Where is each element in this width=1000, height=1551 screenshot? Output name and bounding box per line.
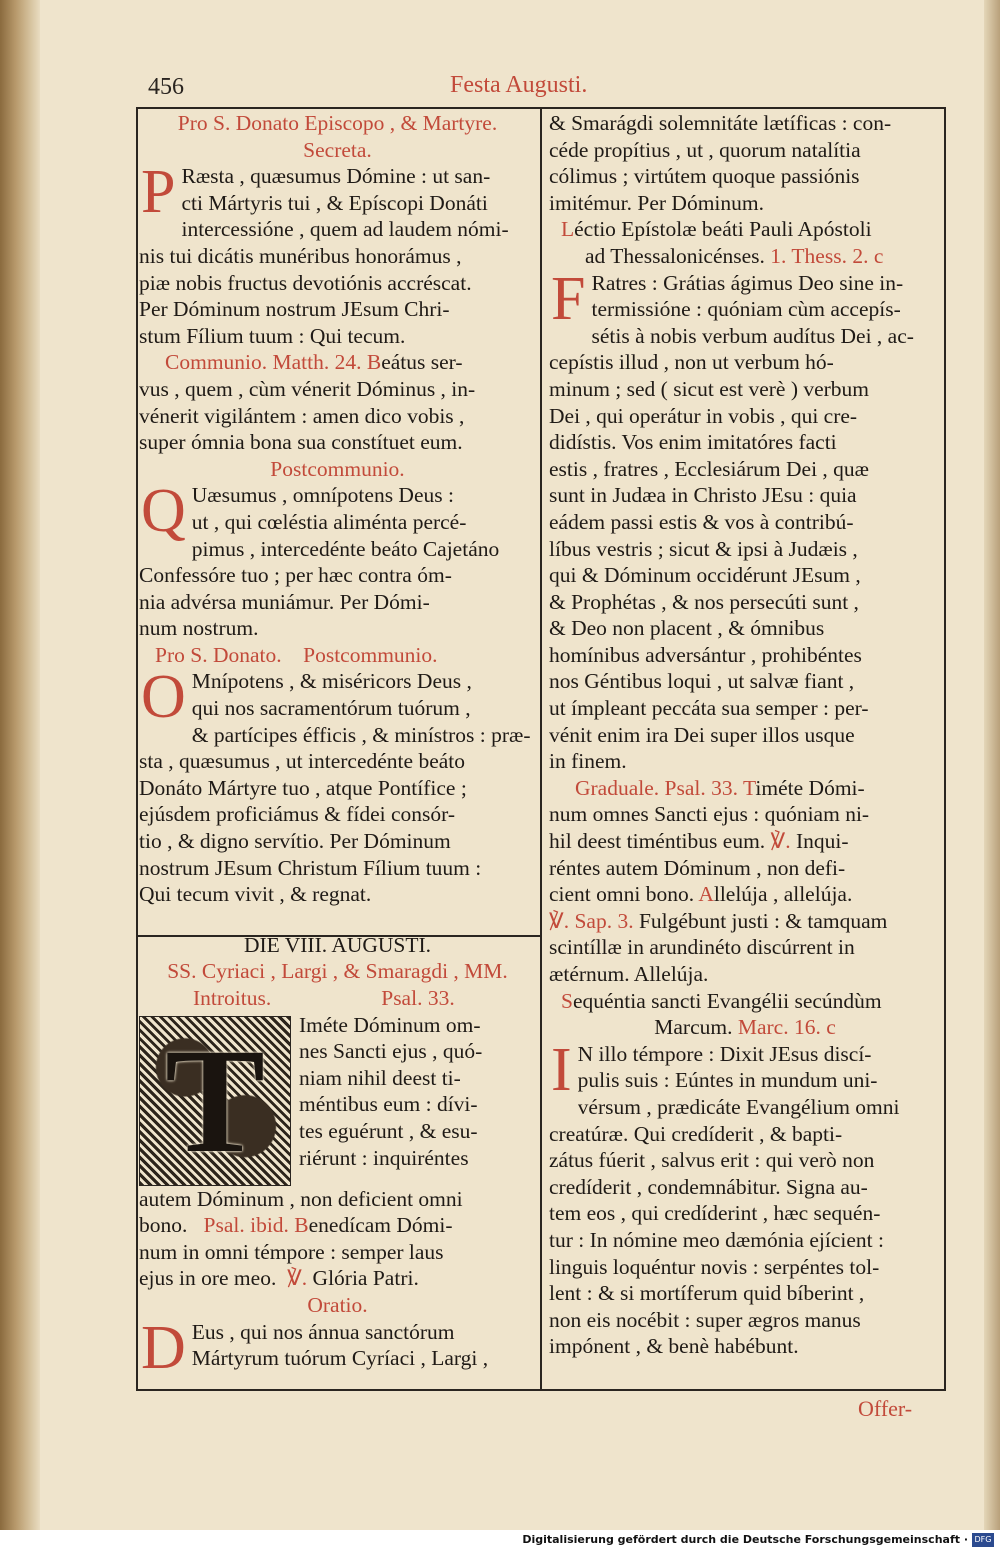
- graduale-v-line: [549, 828, 941, 855]
- secreta-text: [139, 158, 536, 349]
- oratio-text: [139, 1313, 536, 1382]
- text-line: nos Géntibus loqui , ut salvæ fiant ,: [549, 669, 855, 694]
- sequentia-line-2: [549, 1014, 941, 1041]
- text-line: homínibus adversántur , prohibéntes: [549, 642, 862, 667]
- text-line: zátus fúerit , salvus erit : qui verò non: [549, 1148, 875, 1173]
- epistle-text: [549, 264, 941, 775]
- page-edge: [984, 0, 1000, 1530]
- drop-cap: O: [141, 663, 186, 732]
- text-span: eátus ser-: [381, 350, 463, 375]
- text-line: estis , fratres , Ecclesiárum Dei , quæ: [549, 456, 870, 481]
- text-line: Mnípotens , & miséricors Deus ,: [191, 669, 472, 694]
- running-title: Festa Augusti.: [450, 72, 588, 98]
- text-line: eádem passi estis & vos à contribú-: [549, 509, 854, 534]
- text-line: non eis nocébit : super ægros manus: [549, 1307, 861, 1332]
- text-line: nes Sancti ejus , quó-: [299, 1039, 483, 1064]
- text-line: didístis. Vos enim imitatóres facti: [549, 430, 837, 455]
- text-line: ejúsdem proficiámus & fídei consór-: [139, 802, 456, 827]
- text-span: hil deest timéntibus eum.: [549, 829, 766, 854]
- right-rule: [944, 107, 946, 1390]
- text-line: minum ; sed ( sicut est verè ) verbum: [549, 376, 870, 401]
- pro-donato-label: Pro S. Donato.: [155, 642, 282, 667]
- funding-credit: Digitalisierung gefördert durch die Deutsche Forschungsgemeinschaft ·: [522, 1533, 968, 1546]
- versicle-mark: ℣.: [770, 829, 791, 854]
- drop-cap: F: [551, 264, 586, 333]
- text-line: credíderit , condemnábitur. Signa au-: [549, 1174, 868, 1199]
- initial-letter: A: [698, 882, 714, 907]
- text-line: pulis suis : Eúntes in mundum uni-: [577, 1068, 878, 1093]
- sap-line: [549, 908, 941, 935]
- text-line: cólimus ; virtútem quoque passiónis: [549, 164, 860, 189]
- initial-letter: S: [561, 988, 573, 1013]
- right-column: [549, 110, 941, 1390]
- text-line: & Deo non placent , & ómnibus: [549, 616, 825, 641]
- text-line: creatúræ. Qui credíderit , & bapti-: [549, 1121, 843, 1146]
- text-line: super ómnia bona sua constítuet eum.: [139, 430, 463, 455]
- introitus-ref: Psal. 33.: [381, 986, 455, 1010]
- die-heading: DIE VIII. AUGUSTI.: [243, 932, 432, 957]
- text-line: Ræsta , quæsumus Dómine : ut san-: [181, 164, 491, 189]
- text-line: méntibus eum : dívi-: [299, 1092, 478, 1117]
- left-rule: [136, 107, 138, 1390]
- oratio-label: Oratio.: [307, 1292, 368, 1317]
- initial-letter: L: [561, 217, 575, 242]
- text-line: Ratres : Grátias ágimus Deo sine in-: [591, 270, 904, 295]
- sequentia-line: [549, 988, 941, 1015]
- text-line: & Prophétas , & nos persecúti sunt ,: [549, 589, 859, 614]
- initial-letter: B: [366, 350, 382, 375]
- text-line: Iméte Dóminum om-: [299, 1012, 481, 1037]
- text-line: Mártyrum tuórum Cyríaci , Largi ,: [191, 1346, 489, 1371]
- text-line: céde propítius , ut , quorum natalítia: [549, 137, 861, 162]
- pro-donato-line: [139, 642, 536, 669]
- text-line: qui nos sacramentórum tuórum ,: [191, 696, 471, 721]
- text-span: cient omni bono.: [549, 882, 695, 907]
- lectio-line: [549, 216, 941, 243]
- center-rule: [540, 107, 542, 1390]
- text-span: bono.: [139, 1213, 188, 1238]
- text-line: tur : In nómine meo dæmónia ejícient :: [549, 1227, 884, 1252]
- postcommunio-label: Postcommunio.: [270, 456, 405, 481]
- graduale-line: [549, 775, 941, 802]
- text-line: nis tui dicátis munéribus honorámus ,: [139, 243, 462, 268]
- text-line: intercessióne , quem ad laudem nómi-: [181, 217, 509, 242]
- gospel-text: [549, 1035, 941, 1360]
- text-line: piæ nobis fructus devotiónis accréscat.: [139, 270, 472, 295]
- text-line: cepístis illud , non ut verbum hó-: [549, 350, 834, 375]
- text-span: iméte Dómi-: [755, 775, 865, 800]
- text-line: Qui tecum vivit , & regnat.: [139, 882, 372, 907]
- sequentia-title-2: Marcum.: [654, 1015, 733, 1040]
- sequentia-title: equéntia sancti Evangélii secúndùm: [572, 988, 882, 1013]
- drop-cap: P: [141, 158, 176, 227]
- drop-cap: D: [141, 1313, 186, 1382]
- lectio-line-2: [549, 243, 941, 270]
- spacer: [139, 908, 536, 932]
- text-line: autem Dóminum , non deficient omni: [139, 1186, 463, 1211]
- text-span: Inqui-: [796, 829, 849, 854]
- saints-heading: SS. Cyriaci , Largi , & Smaragdi , MM.: [167, 959, 508, 984]
- text-line: sunt in Judæa in Christo JEsu : quia: [549, 483, 857, 508]
- secreta-label: Secreta.: [303, 137, 372, 162]
- text-line: líbus vestris ; sicut & ipsi à Judæis ,: [549, 536, 858, 561]
- text-span: ejus in ore meo.: [139, 1266, 277, 1291]
- psal-ibid-line: [139, 1212, 536, 1239]
- text-line: Per Dóminum nostrum JEsum Chri-: [139, 297, 450, 322]
- text-line: scintíllæ in arundinéto discúrrent in: [549, 935, 855, 960]
- text-line: stum Fílium tuum : Qui tecum.: [139, 323, 406, 348]
- text-line: nia advérsa muniámur. Per Dómi-: [139, 589, 430, 614]
- left-column: [139, 110, 536, 1390]
- introitus-text: [139, 1012, 536, 1213]
- text-line: lent : & si mortíferum quid bíberint ,: [549, 1281, 865, 1306]
- text-line: qui & Dóminum occidérunt JEsum ,: [549, 563, 861, 588]
- text-span: Fulgébunt justi : & tamquam: [638, 908, 888, 933]
- text-line: sta , quæsumus , ut intercedénte beáto: [139, 749, 466, 774]
- text-line: Donáto Mártyre tuo , atque Pontífice ;: [139, 775, 467, 800]
- text-line: ut ímpleant peccáta sua semper : per-: [549, 696, 869, 721]
- text-line: & Smarágdi solemnitáte lætíficas : con-: [549, 111, 892, 135]
- postcommunio-text: [139, 477, 536, 642]
- digitization-footer: [0, 1530, 1000, 1551]
- initial-letter: B: [294, 1213, 309, 1238]
- sequentia-ref: Marc. 16. c: [737, 1015, 836, 1040]
- text-line: & partícipes éfficis , & minístros : præ-: [191, 722, 531, 747]
- text-line: linguis loquéntur novis : serpéntes tol-: [549, 1254, 880, 1279]
- book-spine: [0, 0, 40, 1530]
- text-line: vérsum , prædicáte Evangélium omni: [577, 1094, 900, 1119]
- text-line: réntes autem Dóminum , non defi-: [549, 855, 846, 880]
- heading-donato: Pro S. Donato Episcopo , & Martyre.: [177, 111, 498, 135]
- gloria-text: Glória Patri.: [312, 1266, 419, 1291]
- text-line: vénerit vigilántem : amen dico vobis ,: [139, 403, 465, 428]
- text-span: enedícam Dómi-: [308, 1213, 453, 1238]
- text-line: cti Mártyris tui , & Epíscopi Donáti: [181, 190, 488, 215]
- woodcut-letter: T: [164, 1017, 266, 1184]
- text-line: in finem.: [549, 749, 627, 774]
- sap-label: ℣. Sap. 3.: [549, 908, 634, 933]
- drop-cap: I: [551, 1035, 572, 1104]
- introitus-label: Introitus.: [193, 986, 272, 1010]
- gloria-line: [139, 1265, 536, 1292]
- text-span: llelúja , allelúja.: [713, 882, 853, 907]
- lectio-title: éctio Epístolæ beáti Pauli Apóstoli: [574, 217, 872, 242]
- text-line: sétis à nobis verbum audítus Dei , ac-: [591, 323, 914, 348]
- text-line: niam nihil deest ti-: [299, 1065, 461, 1090]
- text-line: tio , & digno servítio. Per Dóminum: [139, 829, 451, 854]
- text-line: Eus , qui nos ánnua sanctórum: [191, 1319, 455, 1344]
- text-line: num in omni témpore : semper laus: [139, 1239, 444, 1264]
- graduale-label: Graduale. Psal. 33.: [575, 775, 739, 800]
- text-line: vénit enim ira Dei super illos usque: [549, 722, 855, 747]
- versicle-mark: ℣.: [287, 1266, 308, 1291]
- text-line: ætérnum. Allelúja.: [549, 962, 709, 986]
- communio-line: [139, 349, 536, 376]
- page-header: [140, 68, 940, 108]
- text-line: impónent , & benè habébunt.: [549, 1334, 799, 1359]
- text-line: tes eguérunt , & esu-: [299, 1118, 478, 1143]
- catchword: Offer-: [858, 1396, 913, 1421]
- donato-text: [139, 663, 536, 907]
- woodcut-initial: [139, 1016, 291, 1186]
- introitus-line: [139, 985, 536, 1012]
- text-line: tem eos , qui credíderint , hæc sequén-: [549, 1201, 881, 1226]
- text-line: Confessóre tuo ; per hæc contra óm-: [139, 563, 452, 588]
- text-line: Uæsumus , omnípotens Deus :: [191, 483, 454, 508]
- text-line: num omnes Sancti ejus : quóniam ni-: [549, 802, 870, 827]
- drop-cap: Q: [141, 477, 186, 546]
- text-line: ut , qui cœléstia aliménta percé-: [191, 509, 467, 534]
- text-line: nostrum JEsum Christum Fílium tuum :: [139, 855, 482, 880]
- alleluia-line: [549, 881, 941, 908]
- lectio-title-2: ad Thessalonicénses.: [585, 243, 765, 268]
- text-line: num nostrum.: [139, 616, 259, 641]
- text-line: imitémur. Per Dóminum.: [549, 190, 764, 215]
- text-line: Dei , qui operátur in vobis , qui cre-: [549, 403, 858, 428]
- text-line: riérunt : inquiréntes: [299, 1145, 469, 1170]
- text-line: pimus , intercedénte beáto Cajetáno: [191, 536, 500, 561]
- psal-ibid-label: Psal. ibid.: [203, 1213, 289, 1238]
- pro-donato-post: Postcommunio.: [303, 642, 438, 667]
- initial-letter: T: [743, 775, 756, 800]
- communio-label: Communio. Matth. 24.: [165, 350, 362, 375]
- text-line: N illo témpore : Dixit JEsus discí-: [577, 1041, 872, 1066]
- lectio-ref: 1. Thess. 2. c: [770, 243, 884, 268]
- text-line: termissióne : quóniam cùm accepís-: [591, 297, 901, 322]
- text-line: vus , quem , cùm vénerit Dóminus , in-: [139, 376, 476, 401]
- page-number: 456: [148, 74, 184, 100]
- dfg-logo-icon: DFG: [972, 1533, 994, 1547]
